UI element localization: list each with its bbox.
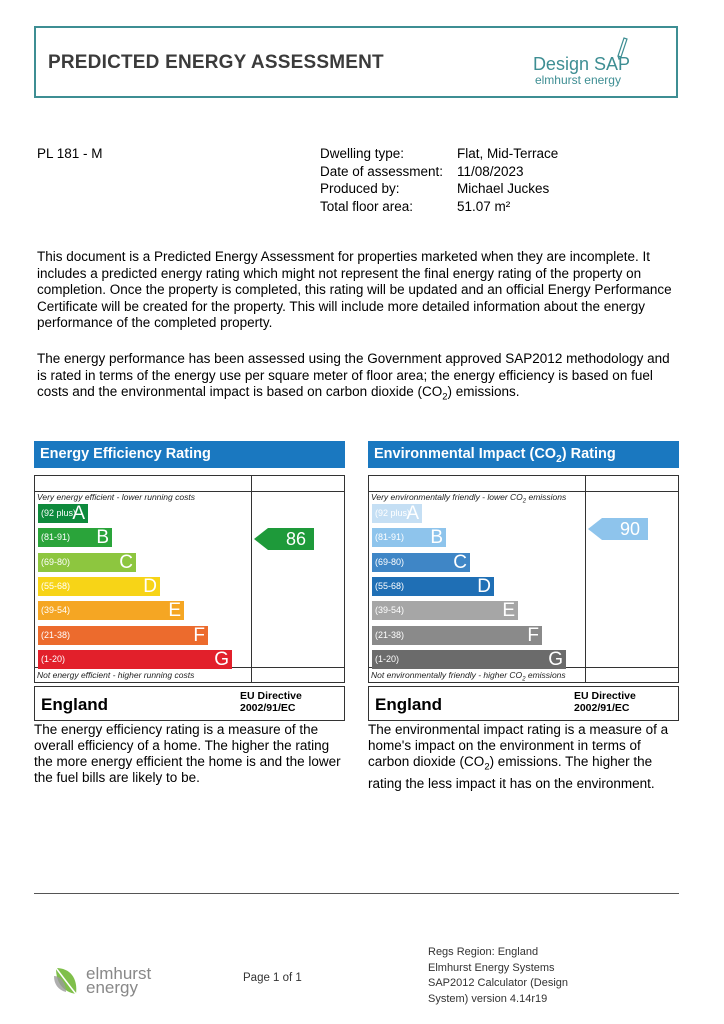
band-letter: D (143, 575, 157, 597)
document-title: PREDICTED ENERGY ASSESSMENT (48, 52, 384, 73)
value-produced-by: Michael Juckes (457, 181, 550, 196)
band-range: (55-68) (375, 580, 405, 591)
logo-name: elmhurst (86, 964, 152, 983)
header-box (34, 26, 678, 98)
environmental-impact-panel (368, 441, 679, 792)
energy-panel-title: Energy Efficiency Rating (34, 441, 345, 468)
band-letter: E (502, 600, 515, 622)
environment-description: The environmental impact rating is a measure of a home's impact on the environment in terms of carbon dioxide $(CO_2)$ emissions. The higher the rating the less impact it has on the environment. (368, 722, 669, 791)
environment-current-rating (588, 518, 648, 540)
energy-directive: EU Directive 2002/91/EC (240, 690, 302, 714)
band-range: (21-38) (41, 629, 71, 640)
software-info: Regs Region: England Elmhurst Energy Systems SAP2012 Calculator (Design System) version 4.14r19 (428, 946, 569, 1005)
band-letter: A (72, 503, 85, 524)
band-range: (81-91) (375, 532, 405, 543)
energy-band-b (38, 528, 112, 547)
environment-band-e (372, 601, 518, 620)
energy-band-e (38, 601, 184, 620)
environment-footer (368, 686, 679, 721)
value-date: 11/08/2023 (457, 163, 524, 179)
band-range: (1-20) (375, 653, 400, 664)
environment-band-a (372, 504, 422, 523)
label-floor-area: Total floor area: (320, 198, 414, 214)
band-letter: A (406, 503, 419, 524)
environment-bottom-caption: Not environmentally friendly - higher $CO_2$ emissions (371, 670, 566, 683)
energy-bottom-caption: Not energy efficient - higher running costs (37, 670, 195, 680)
band-letter: G (548, 648, 563, 670)
band-range: (21-38) (375, 629, 405, 640)
band-letter: B (430, 527, 443, 549)
brand-logo (533, 54, 630, 87)
band-range: (39-54) (41, 605, 71, 616)
label-date: Date of assessment: (320, 163, 444, 179)
environment-band-f (372, 626, 542, 645)
band-range: (39-54) (375, 605, 405, 616)
label-produced-by: Produced by: (320, 181, 400, 196)
environment-band-d (372, 577, 494, 596)
page-number: Page 1 of 1 (243, 972, 302, 984)
energy-top-caption: Very energy efficient - lower running costs (37, 492, 195, 502)
environment-band-g (372, 650, 566, 669)
band-range: (92 plus) (41, 508, 77, 518)
energy-current-value: 86 (285, 529, 306, 549)
energy-description: The energy efficiency rating is a measure of the overall efficiency of a home. The higher the rating the more energy efficient the home is and the lower the fuel bills are likely to be. (34, 722, 341, 785)
footer-divider (34, 893, 679, 894)
environment-panel-title: Environmental Impact $(CO_2)$ Rating (368, 441, 679, 468)
energy-country: England (41, 695, 109, 714)
elmhurst-logo (52, 960, 182, 1000)
energy-band-c (38, 553, 136, 572)
band-letter: F (193, 624, 205, 646)
band-letter: F (527, 624, 539, 646)
band-range: (1-20) (41, 653, 66, 664)
methodology-paragraph: The energy performance has been assessed using the Government approved SAP2012 methodology and is rated in terms of the energy use per square meter of floor area; the energy efficiency is based on fuel costs and the environmental impact is based on carbon dioxide $(CO_2)$ emissions. (37, 351, 670, 403)
leaf-icon (52, 962, 80, 996)
energy-band-a (38, 504, 88, 523)
band-letter: E (168, 600, 181, 622)
band-range: (81-91) (41, 532, 71, 543)
energy-footer (34, 686, 345, 721)
intro-paragraph: This document is a Predicted Energy Assessment for properties marketed when they are incomplete. It includes a predicted energy rating which might not represent the final energy rating of the property on completion. Once the property is completed, this rating will be updated and an official Energy Performance Certificate will be created for the property. This will include more detailed information about the energy performance of the completed property. (37, 249, 672, 330)
brand-subtitle: elmhurst energy (534, 73, 621, 87)
value-floor-area: 51.07 m² (457, 198, 511, 214)
brand-name: Design SAP (532, 54, 630, 74)
energy-current-rating (254, 528, 314, 550)
band-range: (69-80) (375, 556, 405, 567)
logo-sub: energy (86, 978, 138, 997)
value-dwelling-type: Flat, Mid-Terrace (457, 146, 559, 161)
band-letter: G (214, 648, 229, 670)
environment-top-caption: Very environmentally friendly - lower $CO_2$ emissions (371, 492, 567, 505)
band-letter: C (453, 551, 467, 573)
energy-scale (34, 475, 345, 683)
environment-current-value: 90 (619, 519, 640, 539)
environment-country: England (375, 695, 443, 714)
band-range: (55-68) (41, 580, 71, 591)
property-field-labels (320, 145, 443, 215)
energy-band-d (38, 577, 160, 596)
band-range: (92 plus) (375, 508, 411, 518)
energy-band-g (38, 650, 232, 669)
environment-band-b (372, 528, 446, 547)
band-range: (69-80) (41, 556, 71, 567)
property-field-values (457, 145, 558, 215)
band-letter: D (477, 575, 491, 597)
property-reference: PL 181 - M (37, 146, 103, 161)
band-letter: B (96, 527, 109, 549)
energy-efficiency-panel (34, 441, 345, 786)
energy-band-f (38, 626, 208, 645)
environment-directive: EU Directive 2002/91/EC (574, 690, 636, 714)
environment-band-c (372, 553, 470, 572)
label-dwelling-type: Dwelling type: (320, 146, 405, 161)
environment-scale (368, 475, 679, 683)
band-letter: C (119, 551, 133, 573)
